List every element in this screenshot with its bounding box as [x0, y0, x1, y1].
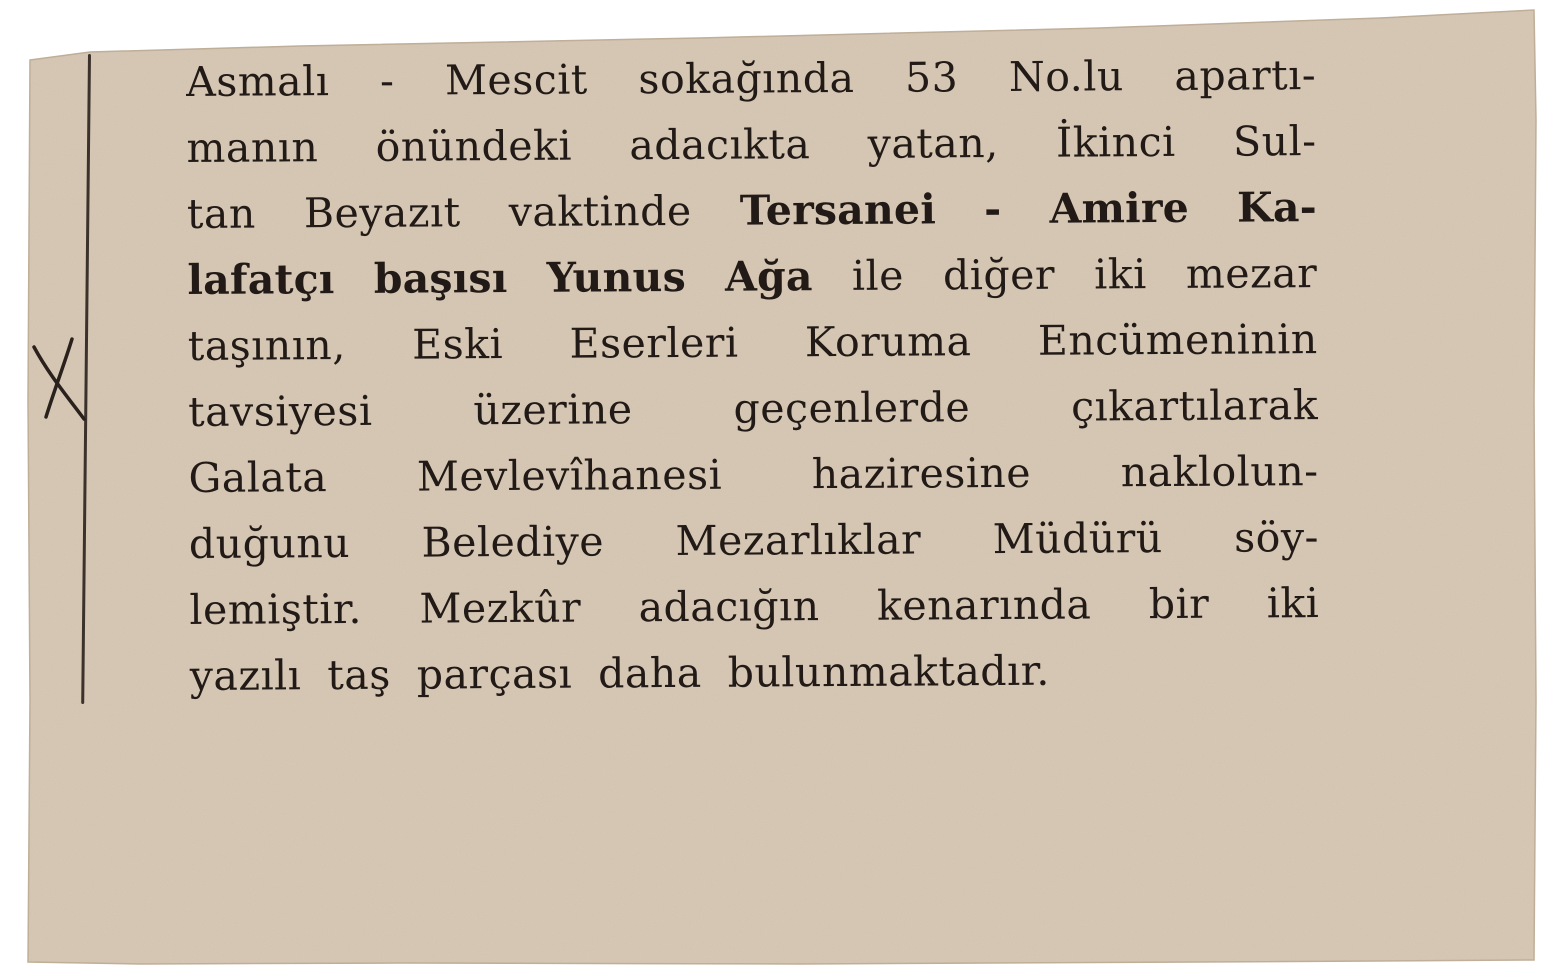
word: Galata	[188, 453, 328, 502]
word: yazılı	[189, 651, 302, 700]
bold-word: Ağa	[724, 252, 813, 301]
bold-word: -	[984, 185, 1002, 234]
word: Sul-	[1232, 117, 1317, 166]
article-line	[186, 51, 1316, 124]
word: ile	[851, 251, 905, 300]
word: İkinci	[1055, 117, 1176, 167]
word: Belediye	[421, 517, 605, 567]
article-line	[189, 579, 1319, 652]
word: manın	[186, 123, 319, 172]
word: geçenlerde	[733, 383, 971, 433]
article-line	[188, 381, 1318, 454]
bold-word: lafatçı	[187, 255, 335, 304]
word: sokağında	[638, 53, 855, 104]
word: Mevlevîhanesi	[416, 450, 723, 501]
bold-word: Yunus	[546, 252, 687, 302]
word: Mezkûr	[419, 583, 582, 633]
word: iki	[1266, 579, 1320, 628]
bold-word: başısı	[373, 254, 508, 303]
word: Mescit	[444, 55, 588, 105]
word: bir	[1148, 579, 1210, 629]
word: kenarında	[876, 580, 1092, 630]
bold-word: Tersanei	[739, 185, 937, 235]
word: bulunmaktadır.	[727, 646, 1050, 697]
article-line	[188, 447, 1318, 520]
word: Mezarlıklar	[675, 515, 922, 566]
word: 53	[904, 53, 959, 102]
bold-word: Ka-	[1236, 183, 1318, 232]
word: üzerine	[473, 385, 633, 435]
word: taş	[327, 650, 391, 700]
word: tan	[186, 189, 256, 238]
article-line	[190, 645, 1320, 718]
word: iki	[1094, 250, 1147, 299]
word: diğer	[942, 250, 1056, 300]
article-line	[186, 117, 1316, 190]
word: adacığın	[638, 582, 820, 632]
word: Müdürü	[992, 514, 1163, 564]
word: taşının,	[187, 321, 346, 370]
article-line	[187, 183, 1317, 256]
article-line	[188, 315, 1318, 388]
word: Eserleri	[569, 318, 739, 368]
word: apartı-	[1174, 51, 1317, 100]
word: haziresine	[811, 448, 1032, 499]
word: vaktinde	[508, 186, 692, 237]
word: duğunu	[188, 519, 351, 568]
word: Eski	[412, 320, 504, 369]
word: Encümeninin	[1037, 315, 1318, 365]
word: No.lu	[1008, 52, 1124, 101]
word: Beyazıt	[303, 188, 461, 238]
bold-word: Amire	[1049, 183, 1190, 233]
word: parçası	[416, 649, 573, 699]
article-line	[189, 513, 1319, 586]
word: yatan,	[867, 119, 999, 168]
article-body	[186, 51, 1320, 718]
word: lemiştir.	[189, 584, 363, 634]
word: -	[379, 56, 395, 105]
word: Koruma	[804, 317, 972, 367]
article-line	[187, 249, 1317, 322]
word: naklolun-	[1120, 447, 1319, 497]
word: önündeki	[375, 121, 573, 171]
word: söy-	[1234, 513, 1320, 562]
handwritten-x-mark-icon	[24, 335, 94, 425]
word: çıkartılarak	[1070, 381, 1319, 431]
word: daha	[597, 648, 702, 698]
word: tavsiyesi	[188, 386, 373, 436]
word: adacıkta	[629, 120, 811, 170]
word: mezar	[1185, 249, 1318, 298]
word: Asmalı	[186, 57, 330, 106]
